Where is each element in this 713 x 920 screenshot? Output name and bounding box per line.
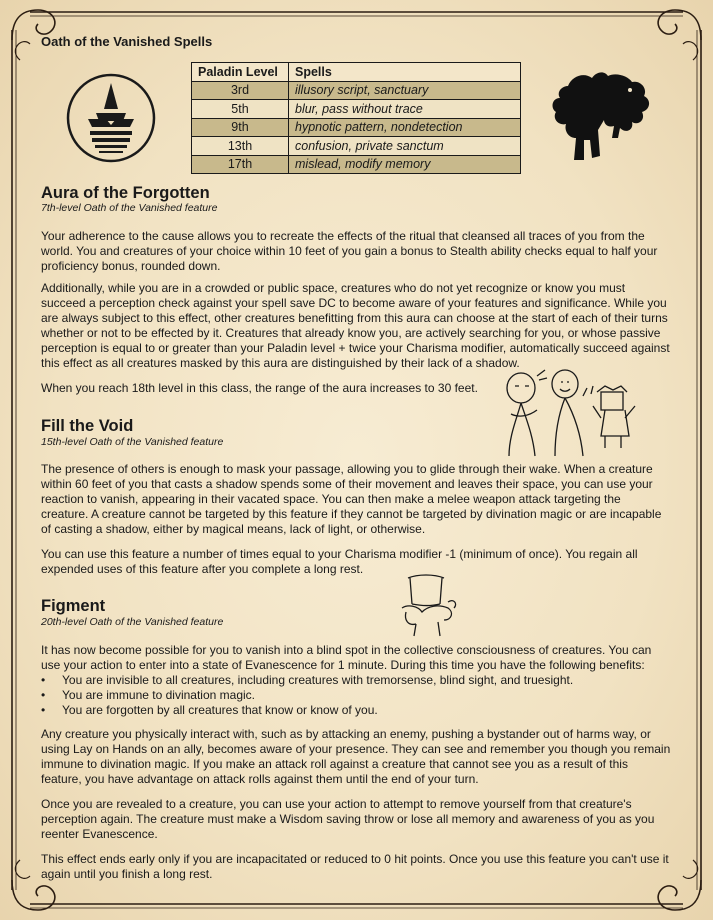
figment-paragraph-2: Any creature you physically interact with, such as by attacking an enemy, pushing a bystander out of harms way, or using Lay on Hands on an ally, becomes aware of your presence. They can see and remember you though you remain immune to divination magic. If you make an attack roll against a creature that cannot see you as a result of this feature, you have advantage on attack rolls against them until the end of your turn. (41, 727, 671, 786)
header-spells: Spells (289, 63, 521, 82)
table-row (192, 137, 521, 156)
row-spells: confusion, private sanctum (289, 137, 521, 156)
figment-paragraph-4: This effect ends early only if you are incapacitated or reduced to 0 hit points. Once you use this feature you can't use it again until you finish a long rest. (41, 852, 669, 881)
aura-paragraph-1: Your adherence to the cause allows you to recreate the effects of the ritual that cleansed all traces of you from the world. You and creatures of your choice within 10 feet of you gain a bonus to Stealth ability checks equal to half your proficiency bonus, rounded down. (41, 229, 658, 273)
row-level: 9th (192, 118, 289, 137)
void-section-subtitle: 15th-level Oath of the Vanished feature (41, 436, 224, 448)
box-head-figure-sketch-icon (398, 572, 460, 638)
row-level: 13th (192, 137, 289, 156)
list-item: • You are immune to divination magic. (41, 688, 671, 703)
aura-section-title: Aura of the Forgotten (41, 184, 210, 202)
aura-paragraph-2: Additionally, while you are in a crowded or public space, creatures who do not yet recognize or know you must succeed a perception check against your spell save DC to become aware of your features and significance. While you are always subject to this effect, other creatures benefitting from this aura can choose at the start of each of their turns whether or not to be effected by it. Creatures that already know you, are actively searching for you, or whose passive perception is equal to or greater than your Paladin level + twice your Charisma modifier, automatically succeed against this effect as all creatures masked by this aura are distinguished by their lack of a shadow. (41, 281, 670, 370)
row-spells: illusory script, sanctuary (289, 81, 521, 100)
table-row (192, 81, 521, 100)
figment-paragraph-1: It has now become possible for you to vanish into a blind spot in the collective consciousness of creatures. You can use your action to enter into a state of Evanescence for 1 minute. During this time you have the following benefits: (41, 643, 652, 672)
row-level: 3rd (192, 81, 289, 100)
table-row (192, 118, 521, 137)
void-paragraph-2: You can use this feature a number of times equal to your Charisma modifier -1 (minimum of once). You regain all expended uses of this feature after you complete a long rest. (41, 547, 638, 576)
aura-paragraph-3: When you reach 18th level in this class, the range of the aura increases to 30 feet. (41, 381, 478, 395)
aura-section-subtitle: 7th-level Oath of the Vanished feature (41, 202, 218, 214)
header-paladin-level: Paladin Level (192, 63, 289, 82)
figment-benefits-list (41, 673, 671, 718)
list-item: • You are invisible to all creatures, including creatures with tremorsense, blind sight, and truesight. (41, 673, 671, 688)
beast-silhouette-icon (548, 68, 653, 164)
void-paragraph-1: The presence of others is enough to mask your passage, allowing you to glide through their wake. When a creature within 60 feet of you that casts a shadow spends some of their movement and leaves their space, you can use your reaction to vanish, appearing in their vacated space. You can then make a melee weapon attack targeting the creature. A creature cannot be targeted by this feature if they cannot be targeted by divination magic or are incapable of casting a shadow, either by magical means, lack of light, or otherwise. (41, 462, 662, 536)
row-spells: mislead, modify memory (289, 155, 521, 174)
figment-section-subtitle: 20th-level Oath of the Vanished feature (41, 616, 224, 628)
row-spells: blur, pass without trace (289, 100, 521, 119)
row-spells: hypnotic pattern, nondetection (289, 118, 521, 137)
figment-paragraph-3: Once you are revealed to a creature, you can use your action to attempt to remove yourself from that creature's perception again. The creature must make a Wisdom saving throw or lose all memory and awareness of you as you reenter Evanescence. (41, 797, 655, 841)
document-title: Oath of the Vanished Spells (41, 34, 213, 49)
oath-spells-table (191, 62, 521, 174)
row-level: 5th (192, 100, 289, 119)
hooded-figure-emblem-icon (66, 73, 156, 163)
table-row (192, 100, 521, 119)
row-level: 17th (192, 155, 289, 174)
table-row (192, 155, 521, 174)
stick-figures-sketch-icon (497, 366, 642, 458)
list-item: • You are forgotten by all creatures that know or know of you. (41, 703, 671, 718)
void-section-title: Fill the Void (41, 417, 134, 435)
figment-section-title: Figment (41, 597, 106, 615)
